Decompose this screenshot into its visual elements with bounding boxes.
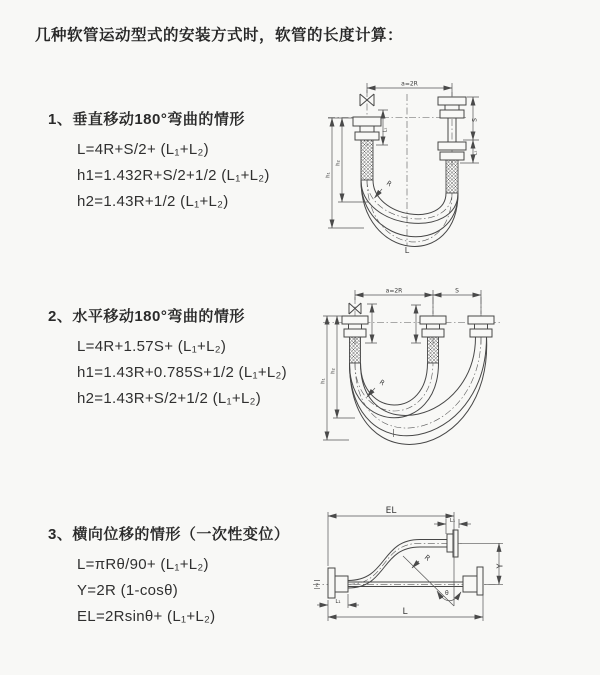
braided-hose-section: [361, 140, 373, 180]
radius-callout: [367, 378, 387, 397]
top-dimension: [367, 81, 452, 97]
flange-plate: [422, 329, 444, 337]
radius-label: R: [384, 179, 394, 189]
straight-pipe-original-position: [348, 567, 483, 595]
dim-label-h1: h₁: [320, 378, 327, 384]
section-1: [48, 108, 270, 215]
flange-plate: [477, 567, 483, 595]
fitting: [447, 534, 453, 552]
flange-plate-lower: [440, 152, 464, 160]
dim-label-s: S: [455, 287, 459, 295]
fitting-length-dimensions: [365, 304, 421, 343]
hose-centerline: [355, 363, 433, 411]
dim-label-l: L: [402, 607, 408, 617]
left-flange: [328, 568, 348, 598]
neck: [360, 126, 374, 132]
hose-wall: [348, 540, 452, 581]
dim-label-l1: L₁: [472, 150, 479, 156]
dim-label-h2: h₂: [330, 368, 337, 374]
lower-left-fitting-length-dimension: [317, 594, 359, 608]
flange: [420, 316, 446, 324]
dim-label-s: S: [471, 118, 479, 122]
section-3: [48, 523, 289, 630]
hose-wall-displaced: [361, 337, 476, 416]
flange-plate: [328, 568, 335, 598]
hose-wall-displaced: [350, 337, 487, 436]
dim-label-a2r: a=2R: [401, 80, 418, 88]
dim-label-l1: L₁: [382, 127, 389, 133]
flange-plate: [440, 110, 464, 118]
angle-label: θ: [445, 590, 449, 597]
hose-centerline-displaced: [367, 180, 452, 242]
braided-hose-section: [350, 337, 361, 363]
formula-y: Y=2R (1-cosθ): [77, 582, 179, 599]
flange-plate: [470, 329, 492, 337]
left-fitting: [353, 117, 381, 180]
right-fitting: [438, 97, 466, 193]
left-fitting: [342, 316, 368, 363]
dim-label-y: Y: [495, 563, 505, 569]
dim-label-l1: L₁: [449, 518, 456, 524]
radius-leader: [367, 388, 375, 397]
hose-wall: [350, 363, 439, 418]
dim-label-l1: L₁: [335, 599, 341, 605]
dim-label-h2: h₂: [335, 160, 342, 166]
flange-plate: [355, 132, 379, 140]
dim-label-el: EL: [385, 506, 397, 516]
formula-h1: h1=1.43R+0.785S+1/2 (L₁+L₂): [77, 364, 287, 381]
section-3-heading: 3、横向位移的情形（一次性变位）: [48, 526, 290, 543]
middle-fitting: [420, 316, 446, 363]
flange-plate: [344, 329, 366, 337]
braided-hose-section: [446, 160, 458, 193]
formula-l: L=4R+1.57S+ (L₁+L₂): [77, 338, 227, 355]
section-2: [48, 305, 287, 412]
formula-el: EL=2Rsinθ+ (L₁+L₂): [77, 608, 216, 625]
hose-wall-displaced: [361, 180, 458, 237]
radius-leader: [412, 561, 419, 568]
hose-u-bends: [350, 337, 487, 444]
formula-l: L=πRθ/90+ (L₁+L₂): [77, 556, 209, 573]
nut-lower: [438, 142, 466, 150]
page-title: 几种软管运动型式的安装方式时，软管的长度计算：: [35, 27, 404, 44]
neck: [445, 105, 459, 110]
radius-label: R: [377, 378, 387, 388]
flange: [342, 316, 368, 324]
radius-callout: [412, 553, 432, 568]
dim-label-a2r: a=2R: [385, 287, 403, 295]
formula-l: L=4R+S/2+ (L₁+L₂): [77, 141, 209, 158]
right-fitting: [468, 316, 494, 337]
flange: [468, 316, 494, 324]
top-dimensions: [355, 288, 481, 315]
length-label: L: [404, 246, 410, 255]
diagram-vertical-180-bend: [312, 78, 497, 256]
formula-h2: h2=1.43R+S/2+1/2 (L₁+L₂): [77, 390, 262, 407]
section-1-heading: 1、垂直移动180°弯曲的情形: [48, 111, 245, 128]
diagram-horizontal-180-bend: [315, 283, 505, 451]
fitting: [335, 576, 348, 592]
angle-construction: [403, 556, 461, 606]
radius-construction-line: [403, 556, 454, 606]
datum-label: z: [315, 582, 319, 589]
s-curved-hose-displaced: [348, 530, 463, 588]
neck: [427, 324, 440, 329]
hose-wall: [373, 180, 446, 215]
formula-h1: h1=1.432R+S/2+1/2 (L₁+L₂): [77, 167, 270, 184]
hose-u-bend: [361, 180, 458, 246]
neck: [349, 324, 362, 329]
braided-hose-section: [428, 337, 439, 363]
flange: [353, 117, 381, 126]
fitting: [463, 576, 477, 592]
neck: [475, 324, 488, 329]
hose-centerline: [367, 180, 452, 219]
nut-upper: [438, 97, 466, 105]
diagram-lateral-displacement: [303, 498, 515, 633]
hose-wall-displaced: [350, 337, 487, 444]
radius-label: R: [422, 553, 432, 563]
dim-extension: [355, 287, 481, 314]
formula-h2: h2=1.43R+1/2 (L₁+L₂): [77, 193, 229, 210]
dim-label-h1: h₁: [325, 172, 332, 178]
l-dimension: [328, 595, 483, 621]
section-2-heading: 2、水平移动180°弯曲的情形: [48, 308, 245, 325]
